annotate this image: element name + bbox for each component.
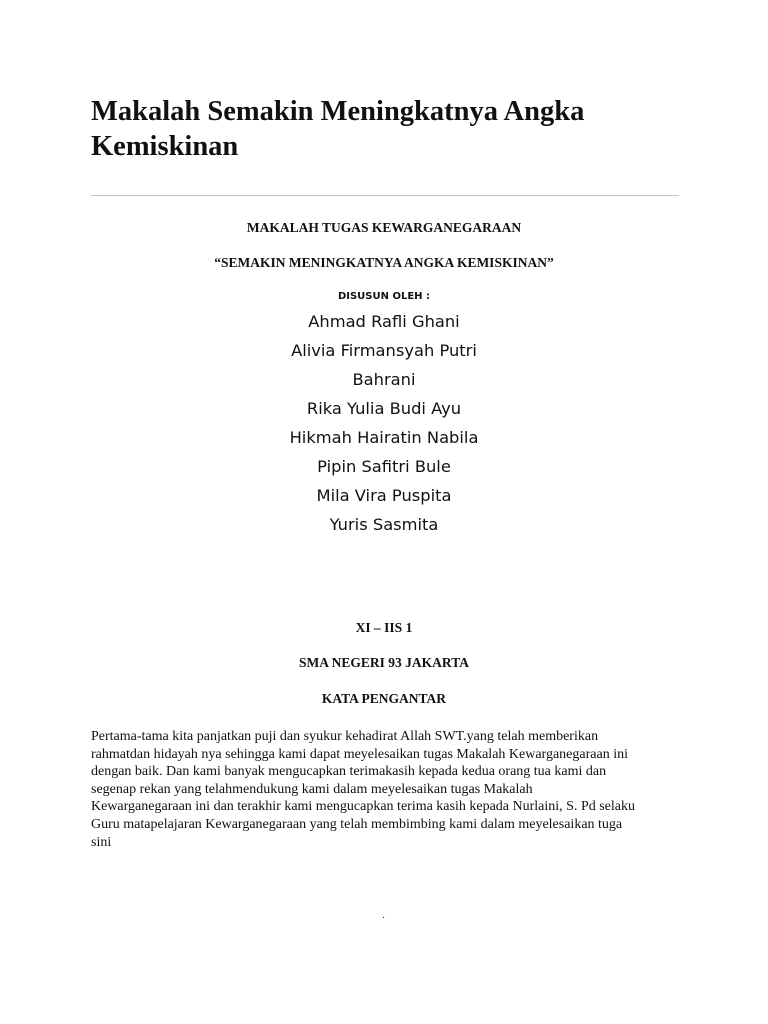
subject-heading: MAKALAH TUGAS KEWARGANEGARAAN <box>246 220 522 235</box>
foreword-paragraph <box>91 728 701 851</box>
paragraph-line: Kewarganegaraan ini dan terakhir kami mengucapkan terima kasih kepada Nurlaini, S. Pd selaku <box>91 799 635 815</box>
paragraph-line: sini <box>91 834 112 850</box>
author-name: Hikmah Hairatin Nabila <box>289 428 479 447</box>
topic-heading: “SEMAKIN MENINGKATNYA ANGKA KEMISKINAN” <box>214 255 554 270</box>
paragraph-line: Pertama-tama kita panjatkan puji dan syukur kehadirat Allah SWT.yang telah memberikan <box>91 729 599 744</box>
foreword-heading: KATA PENGANTAR <box>321 691 447 706</box>
paragraph-line: Guru matapelajaran Kewarganegaraan yang telah membimbing kami dalam meyelesaikan tuga <box>91 816 623 832</box>
document-title-line: Kemiskinan <box>91 131 239 162</box>
author-name: Pipin Safitri Bule <box>317 457 451 476</box>
prepared-by-label: DISUSUN OLEH : <box>337 291 431 302</box>
paragraph-line: segenap rekan yang telahmendukung kami dalam meyelesaikan tugas Makalah <box>91 781 533 797</box>
author-name: Bahrani <box>352 370 416 389</box>
paragraph-line: rahmatdan hidayah nya sehingga kami dapat meyelesaikan tugas Makalah Kewarganegaraan ini <box>91 746 628 762</box>
author-name: Yuris Sasmita <box>329 515 439 534</box>
class-label: XI – IIS 1 <box>355 620 413 635</box>
document-title <box>91 94 691 164</box>
paragraph-line: dengan baik. Dan kami banyak mengucapkan terimakasih kepada kedua orang tua kami dan <box>91 764 607 780</box>
document-title-line: Makalah Semakin Meningkatnya Angka <box>91 96 585 127</box>
horizontal-divider <box>91 195 679 196</box>
footer-mark: . <box>382 907 385 921</box>
author-name: Rika Yulia Budi Ayu <box>306 399 462 418</box>
author-name: Mila Vira Puspita <box>316 486 452 505</box>
author-name: Alivia Firmansyah Putri <box>291 341 477 360</box>
author-name: Ahmad Rafli Ghani <box>308 312 460 331</box>
school-label: SMA NEGERI 93 JAKARTA <box>299 655 469 670</box>
